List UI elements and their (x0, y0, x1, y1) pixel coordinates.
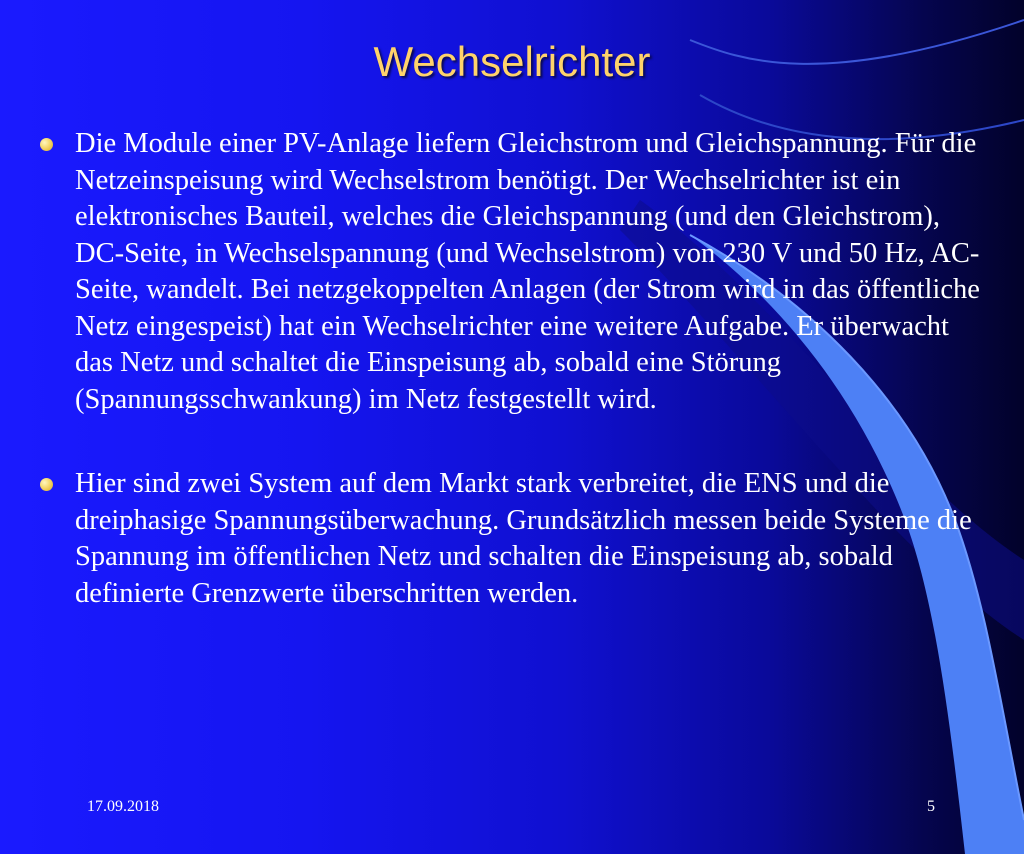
slide-title: Wechselrichter (373, 38, 651, 85)
bullet-item (40, 126, 985, 418)
page-number: 5 (927, 798, 935, 815)
bullet-item (40, 466, 985, 612)
bullet-dot-icon (40, 138, 53, 151)
bullet-dot-icon (40, 478, 53, 491)
bullet-text: Hier sind zwei System auf dem Markt stark verbreitet, die ENS und die dreiphasige Spannungsüberwachung. Grundsätzlich messen beide Systeme die Spannung im öffentlichen Netz und schalten die Einspeisung ab, sobald definierte Grenzwerte überschritten werden. (75, 468, 972, 609)
footer-date: 17.09.2018 (87, 798, 159, 815)
bullet-text: Die Module einer PV-Anlage liefern Gleichstrom und Gleichspannung. Für die Netzeinspeisung wird Wechselstrom benötigt. Der Wechselrichter ist ein elektronisches Bauteil, welches die Gleichspannung (und den Gleichstrom), DC-Seite, in Wechselspannung (und Wechselstrom) von 230 V und 50 Hz, AC-Seite, wandelt. Bei netzgekoppelten Anlagen (der Strom wird in das öffentliche Netz eingespeist) hat ein Wechselrichter eine weitere Aufgabe. Er überwacht das Netz und schaltet die Einspeisung ab, sobald eine Störung (Spannungsschwankung) im Netz festgestellt wird. (75, 128, 980, 415)
bullet-list (40, 126, 985, 660)
